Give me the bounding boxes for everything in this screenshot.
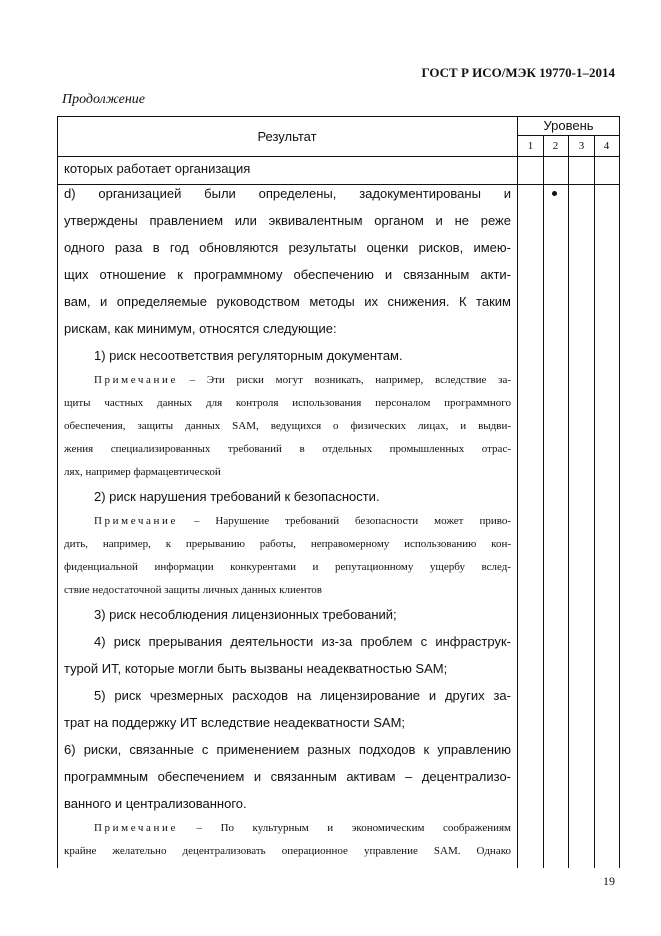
- note-line: щиты частных данных для контроля использования персоналом программного: [64, 397, 511, 409]
- note-line: лях, например фармацевтической: [64, 466, 221, 478]
- text-line: одного раза в год обновляются результаты оценки рисков, имею-: [64, 240, 511, 255]
- text-line: утверждены правлением или эквивалентным органом и не реже: [64, 213, 511, 228]
- text-line: 3) риск несоблюдения лицензионных требований;: [94, 607, 397, 622]
- note-line: фиденциальной информации конкурентами и репутационному ущербу вслед-: [64, 561, 511, 573]
- text-line: программным обеспечением и связанным активам – децентрализо-: [64, 769, 511, 784]
- level-number: 2: [552, 139, 559, 152]
- level-2-mark: [552, 191, 557, 196]
- column-divider: [568, 135, 569, 868]
- table-border-left: [57, 116, 58, 868]
- text-line: турой ИТ, которые могли быть вызваны неадекватностью SAM;: [64, 661, 448, 676]
- text-line: 6) риски, связанные с применением разных подходов к управлению: [64, 742, 511, 757]
- note-label: Примечание: [94, 374, 178, 386]
- note-line: обеспечения, защиты данных SAM, ведущихся о физических лицах, и выдви-: [64, 420, 511, 432]
- note-line: ствие недостаточной защиты личных данных клиентов: [64, 584, 322, 596]
- text-line: трат на поддержку ИТ вследствие неадекватности SAM;: [64, 715, 406, 730]
- level-number: 4: [603, 139, 610, 152]
- table-border-right: [619, 116, 620, 868]
- note-label: Примечание: [94, 515, 178, 527]
- text-line: вам, и определяемые руководством методы их снижения. К таким: [64, 294, 511, 309]
- text-line: ванного и централизованного.: [64, 796, 247, 811]
- text-line: рискам, как минимум, относятся следующие:: [64, 321, 337, 336]
- note-label: Примечание: [94, 822, 178, 834]
- level-column-header: Уровень: [543, 118, 594, 133]
- note-line: дить, например, к прерыванию работы, неправомерному использованию кон-: [64, 538, 511, 550]
- note-line: крайне желательно децентрализовать операционное управление SAM. Однако: [64, 845, 511, 857]
- document-code: ГОСТ Р ИСО/МЭК 19770-1–2014: [421, 65, 615, 80]
- continuation-label: Продолжение: [62, 92, 145, 107]
- column-divider: [517, 116, 518, 868]
- text-line: 1) риск несоответствия регуляторным документам.: [94, 348, 403, 363]
- text-line: d) организацией были определены, задокументированы и: [64, 186, 511, 201]
- note-text: – Эти риски могут возникать, например, вследствие за-: [189, 374, 511, 386]
- note-line: [94, 822, 511, 834]
- result-column-header: Результат: [257, 129, 317, 144]
- column-divider: [594, 135, 595, 868]
- note-text: – По культурным и экономическим соображениям: [196, 822, 512, 834]
- note-line: [94, 515, 511, 527]
- level-number: 1: [527, 139, 534, 152]
- column-divider: [543, 135, 544, 868]
- note-line: жения специализированных требований в отдельных промышленных отрас-: [64, 443, 511, 455]
- text-line: 4) риск прерывания деятельности из-за проблем с инфраструк-: [94, 634, 511, 649]
- note-line: [94, 374, 511, 386]
- level-number: 3: [578, 139, 585, 152]
- row-divider: [57, 184, 620, 185]
- page-number: 19: [603, 874, 615, 888]
- text-line: 5) риск чрезмерных расходов на лицензирование и других за-: [94, 688, 511, 703]
- text-line: щих отношение к программному обеспечению и связанным акти-: [64, 267, 511, 282]
- requirements-table: [57, 116, 620, 868]
- note-text: – Нарушение требований безопасности может приво-: [193, 515, 511, 527]
- row-text: которых работает организация: [64, 161, 251, 176]
- text-line: 2) риск нарушения требований к безопасности.: [94, 489, 380, 504]
